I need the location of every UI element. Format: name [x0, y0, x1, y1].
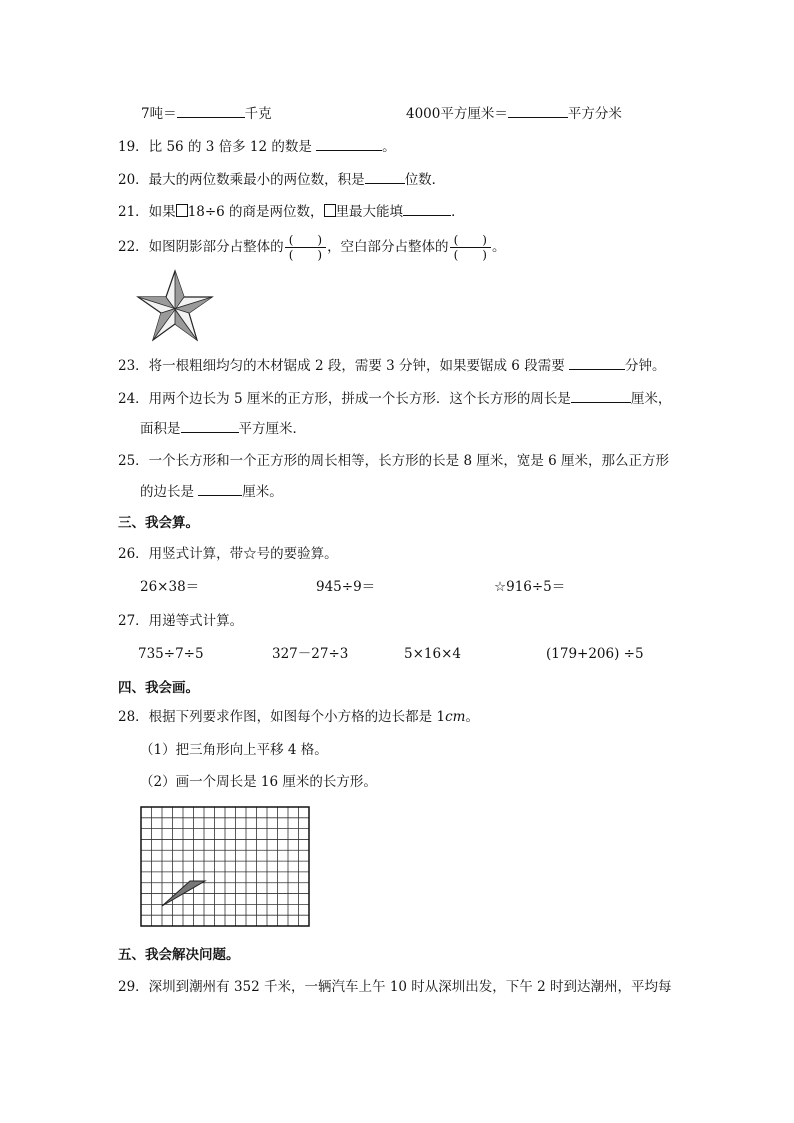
calc-item: 327－27÷3	[272, 646, 349, 662]
question-26: 26．用竖式计算，带☆号的要验算。	[118, 546, 338, 562]
question-20: 20．最大的两位数乘最小的两位数，积是 位数．	[118, 172, 446, 188]
fraction-blank[interactable]: $\frac{( )}{( )}$	[450, 233, 491, 262]
answer-blank[interactable]	[403, 203, 451, 216]
answer-blank[interactable]	[508, 105, 568, 118]
star-icon	[136, 268, 214, 344]
section-5-heading: 五、我会解决问题。	[118, 947, 240, 963]
question-27: 27．用递等式计算。	[118, 613, 244, 629]
question-23: 23．将一根粗细均匀的木材锯成 2 段，需要 3 分钟，如果要锯成 6 段需要 分钟。	[118, 358, 666, 374]
question-25-line2: 的边长是 厘米。	[140, 484, 283, 500]
empty-box-icon	[324, 204, 336, 217]
empty-box-icon	[176, 204, 188, 217]
fraction-shaded[interactable]: $\frac{( )}{( )}$	[285, 233, 326, 262]
question-28-sub2: （2）画一个周长是 16 厘米的长方形。	[140, 774, 377, 790]
answer-blank[interactable]	[571, 390, 631, 403]
answer-blank[interactable]	[177, 105, 245, 118]
question-28-sub1: （1）把三角形向上平移 4 格。	[140, 742, 328, 758]
calc-item: (179+206) ÷5	[546, 646, 644, 662]
square-grid[interactable]	[140, 806, 311, 927]
question-19: 19．比 56 的 3 倍多 12 的数是 。	[118, 139, 396, 155]
answer-blank[interactable]	[181, 420, 239, 433]
question-24-line1: 24．用两个边长为 5 厘米的正方形，拼成一个长方形．这个长方形的周长是 厘米，	[118, 391, 672, 407]
answer-blank[interactable]	[569, 357, 625, 370]
answer-blank[interactable]	[198, 483, 242, 496]
question-24-line2: 面积是 平方厘米．	[140, 421, 306, 437]
question-21: 21．如果 18÷6 的商是两位数， 里最大能填 ．	[118, 204, 465, 220]
q18-right: 4000平方厘米＝ 平方分米	[406, 106, 622, 122]
question-28: 28．根据下列要求作图，如图每个小方格的边长都是 1cm。	[118, 709, 479, 725]
question-25-line1: 25．一个长方形和一个正方形的周长相等，长方形的长是 8 厘米，宽是 6 厘米，那么正方形	[118, 453, 670, 469]
section-3-heading: 三、我会算。	[118, 515, 199, 531]
calc-item: 735÷7÷5	[138, 646, 204, 662]
answer-blank[interactable]	[316, 138, 382, 151]
q18-left: 7吨＝ 千克	[141, 106, 272, 122]
calc-item: ☆916÷5＝	[494, 579, 566, 595]
question-22: 22．如图阴影部分占整体的 $\frac{( )}{( )}$ ，空白部分占整体的 $\frac{( )}{( )}$ 。	[118, 233, 506, 262]
calc-item: 945÷9＝	[316, 579, 376, 595]
calc-item: 26×38＝	[140, 579, 200, 595]
answer-blank[interactable]	[365, 171, 405, 184]
section-4-heading: 四、我会画。	[118, 680, 199, 696]
calc-item: 5×16×4	[404, 646, 461, 662]
question-29: 29．深圳到潮州有 352 千米，一辆汽车上午 10 时从深圳出发，下午 2 时到达潮州，平均每	[118, 979, 672, 995]
